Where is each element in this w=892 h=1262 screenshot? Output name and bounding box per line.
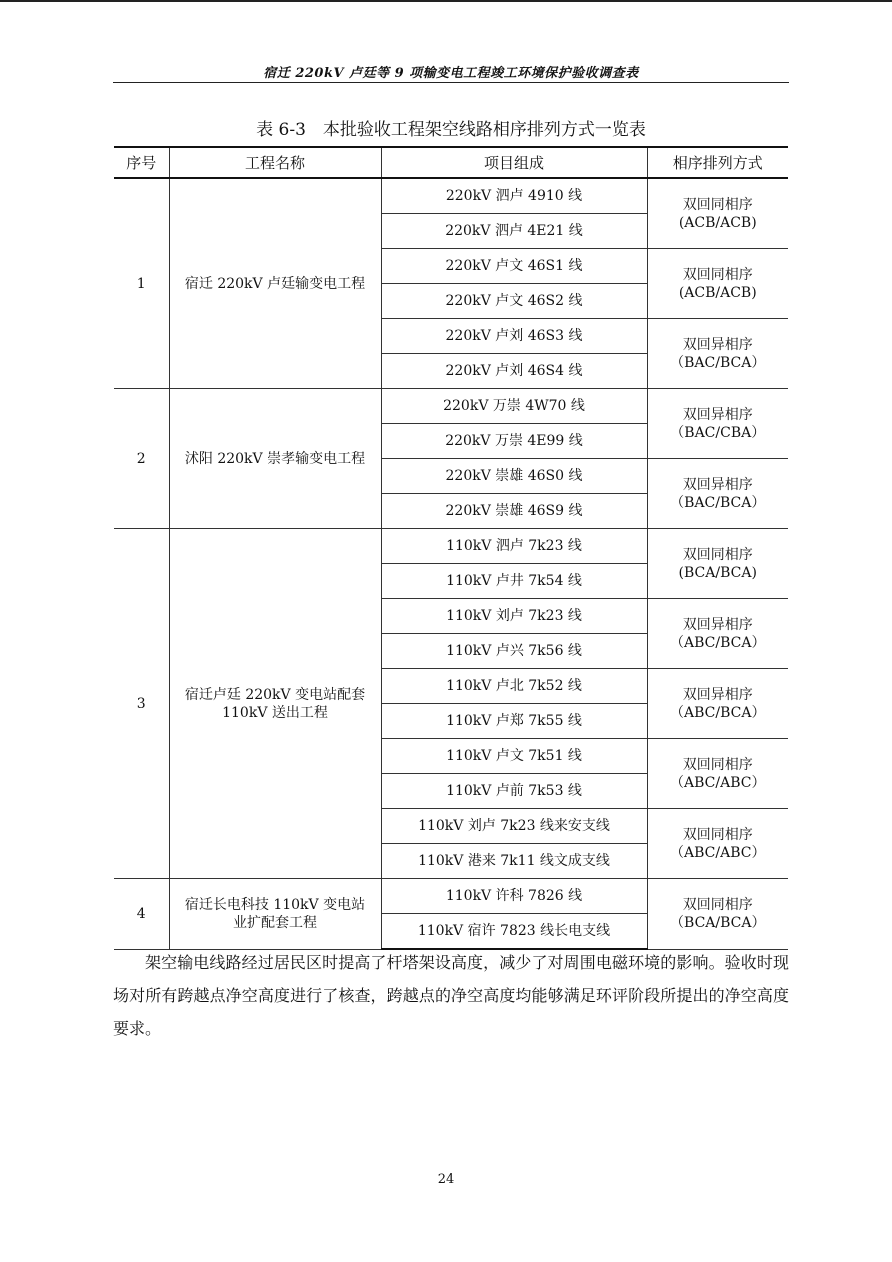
line-component-cell: 220kV 泗卢 4E21 线 [381, 214, 647, 249]
col-header-no: 序号 [114, 147, 169, 178]
top-border [0, 0, 892, 2]
phase-arrangement-cell: 双回异相序 （ABC/BCA） [647, 599, 788, 669]
project-name-cell: 宿迁卢廷 220kV 变电站配套 110kV 送出工程 [169, 529, 381, 879]
line-component-cell: 220kV 泗卢 4910 线 [381, 178, 647, 214]
row-number-cell: 1 [114, 178, 169, 389]
line-component-cell: 110kV 刘卢 7k23 线 [381, 599, 647, 634]
project-name-cell: 宿迁 220kV 卢廷输变电工程 [169, 178, 381, 389]
line-component-cell: 220kV 崇雄 46S0 线 [381, 459, 647, 494]
line-component-cell: 220kV 卢刘 46S3 线 [381, 319, 647, 354]
line-component-cell: 110kV 卢郑 7k55 线 [381, 704, 647, 739]
line-component-cell: 110kV 许科 7826 线 [381, 879, 647, 914]
line-component-cell: 110kV 泗卢 7k23 线 [381, 529, 647, 564]
phase-arrangement-cell: 双回同相序 (BCA/BCA) [647, 529, 788, 599]
table-header-row [114, 147, 788, 178]
phase-arrangement-cell: 双回同相序 （ABC/ABC） [647, 809, 788, 879]
table-row [114, 178, 788, 214]
phase-arrangement-cell: 双回同相序 （BCA/BCA） [647, 879, 788, 950]
table-caption: 表 6-3 本批验收工程架空线路相序排列方式一览表 [256, 120, 646, 140]
line-component-cell: 220kV 万崇 4W70 线 [381, 389, 647, 424]
page-number: 24 [437, 1172, 455, 1187]
line-component-cell: 220kV 卢刘 46S4 线 [381, 354, 647, 389]
phase-arrangement-cell: 双回异相序 （BAC/BCA） [647, 319, 788, 389]
line-component-cell: 110kV 刘卢 7k23 线来安支线 [381, 809, 647, 844]
line-component-cell: 110kV 宿许 7823 线长电支线 [381, 914, 647, 950]
line-component-cell: 220kV 万崇 4E99 线 [381, 424, 647, 459]
body-paragraph: 架空输电线路经过居民区时提高了杆塔架设高度，减少了对周围电磁环境的影响。验收时现场对所有跨越点净空高度进行了核查，跨越点的净空高度均能够满足环评阶段所提出的净空高度要求。 [113, 953, 789, 1038]
line-component-cell: 220kV 卢文 46S2 线 [381, 284, 647, 319]
phase-arrangement-cell: 双回同相序 (ACB/ACB) [647, 249, 788, 319]
page-header: 宿迁 220kV 卢廷等 9 项输变电工程竣工环境保护验收调查表 [263, 66, 639, 81]
line-component-cell: 110kV 卢北 7k52 线 [381, 669, 647, 704]
project-name-cell: 宿迁长电科技 110kV 变电站 业扩配套工程 [169, 879, 381, 950]
line-component-cell: 220kV 卢文 46S1 线 [381, 249, 647, 284]
row-number-cell: 2 [114, 389, 169, 529]
project-name-cell: 沭阳 220kV 崇孝输变电工程 [169, 389, 381, 529]
phase-arrangement-cell: 双回异相序 （BAC/CBA） [647, 389, 788, 459]
col-header-project-name: 工程名称 [169, 147, 381, 178]
row-number-cell: 3 [114, 529, 169, 879]
table-row [114, 529, 788, 564]
line-component-cell: 220kV 崇雄 46S9 线 [381, 494, 647, 529]
phase-arrangement-cell: 双回同相序 （ABC/ABC） [647, 739, 788, 809]
header-rule [113, 82, 789, 83]
line-component-cell: 110kV 卢兴 7k56 线 [381, 634, 647, 669]
table-row [114, 389, 788, 424]
col-header-components: 项目组成 [381, 147, 647, 178]
phase-arrangement-cell: 双回异相序 （ABC/BCA） [647, 669, 788, 739]
row-number-cell: 4 [114, 879, 169, 950]
line-component-cell: 110kV 卢井 7k54 线 [381, 564, 647, 599]
table-row [114, 879, 788, 914]
phase-sequence-table [114, 146, 788, 950]
phase-arrangement-cell: 双回异相序 （BAC/BCA） [647, 459, 788, 529]
phase-arrangement-cell: 双回同相序 (ACB/ACB) [647, 178, 788, 249]
line-component-cell: 110kV 港来 7k11 线文成支线 [381, 844, 647, 879]
col-header-phase-arrangement: 相序排列方式 [647, 147, 788, 178]
line-component-cell: 110kV 卢文 7k51 线 [381, 739, 647, 774]
line-component-cell: 110kV 卢前 7k53 线 [381, 774, 647, 809]
